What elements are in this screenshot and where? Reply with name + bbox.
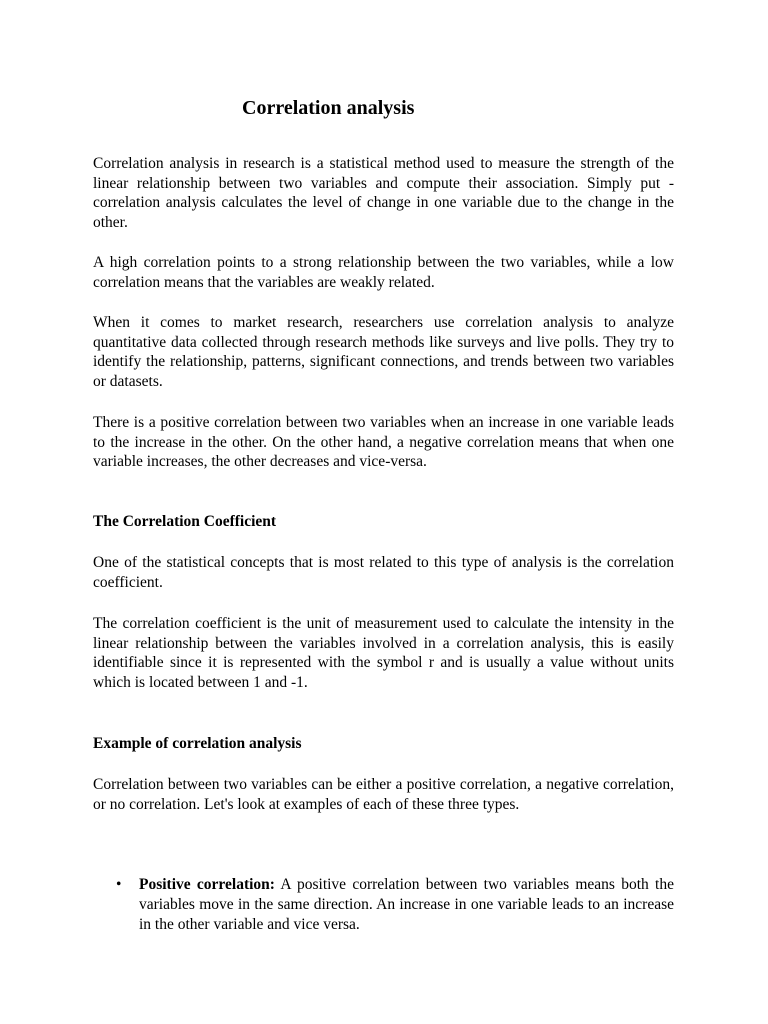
bullet-term: Positive correlation: bbox=[139, 876, 275, 893]
positive-negative-paragraph: There is a positive correlation between two variables when an increase in one variable leads to the increase in the other. On the other hand, a negative correlation means that when one variable increases, the other decreases and vice-versa. bbox=[93, 414, 674, 471]
bullet-text bbox=[139, 875, 674, 935]
document-title: Correlation analysis bbox=[242, 97, 415, 119]
coefficient-definition-paragraph: The correlation coefficient is the unit of measurement used to calculate the intensity in the linear relationship between the variables involved in a correlation analysis, this is easily identifiable since it is represented with the symbol r and is usually a value without units which is located between 1 and -1. bbox=[93, 615, 674, 692]
section-heading: The Correlation Coefficient bbox=[93, 513, 277, 530]
coefficient-intro-paragraph: One of the statistical concepts that is most related to this type of analysis is the correlation coefficient. bbox=[93, 554, 674, 591]
bullet-description: A positive correlation between two variables means both the variables move in the same direction. An increase in one variable leads to an increase in the other variable and vice versa. bbox=[139, 876, 674, 933]
example-paragraph: Correlation between two variables can be either a positive correlation, a negative correlation, or no correlation. Let's look at examples of each of these three types. bbox=[93, 776, 674, 813]
high-correlation-paragraph: A high correlation points to a strong relationship between the two variables, while a low correlation means that the variables are weakly related. bbox=[93, 254, 674, 291]
bullet-marker: • bbox=[116, 876, 122, 893]
example-heading: Example of correlation analysis bbox=[93, 735, 302, 752]
market-research-paragraph: When it comes to market research, researchers use correlation analysis to analyze quantitative data collected through research methods like surveys and live polls. They try to identify the relationship, patterns, significant connections, and trends between two variables or datasets. bbox=[93, 314, 674, 391]
intro-paragraph: Correlation analysis in research is a statistical method used to measure the strength of the linear relationship between two variables and compute their association. Simply put - correlation analysis calculates the level of change in one variable due to the change in the other. bbox=[93, 155, 674, 232]
